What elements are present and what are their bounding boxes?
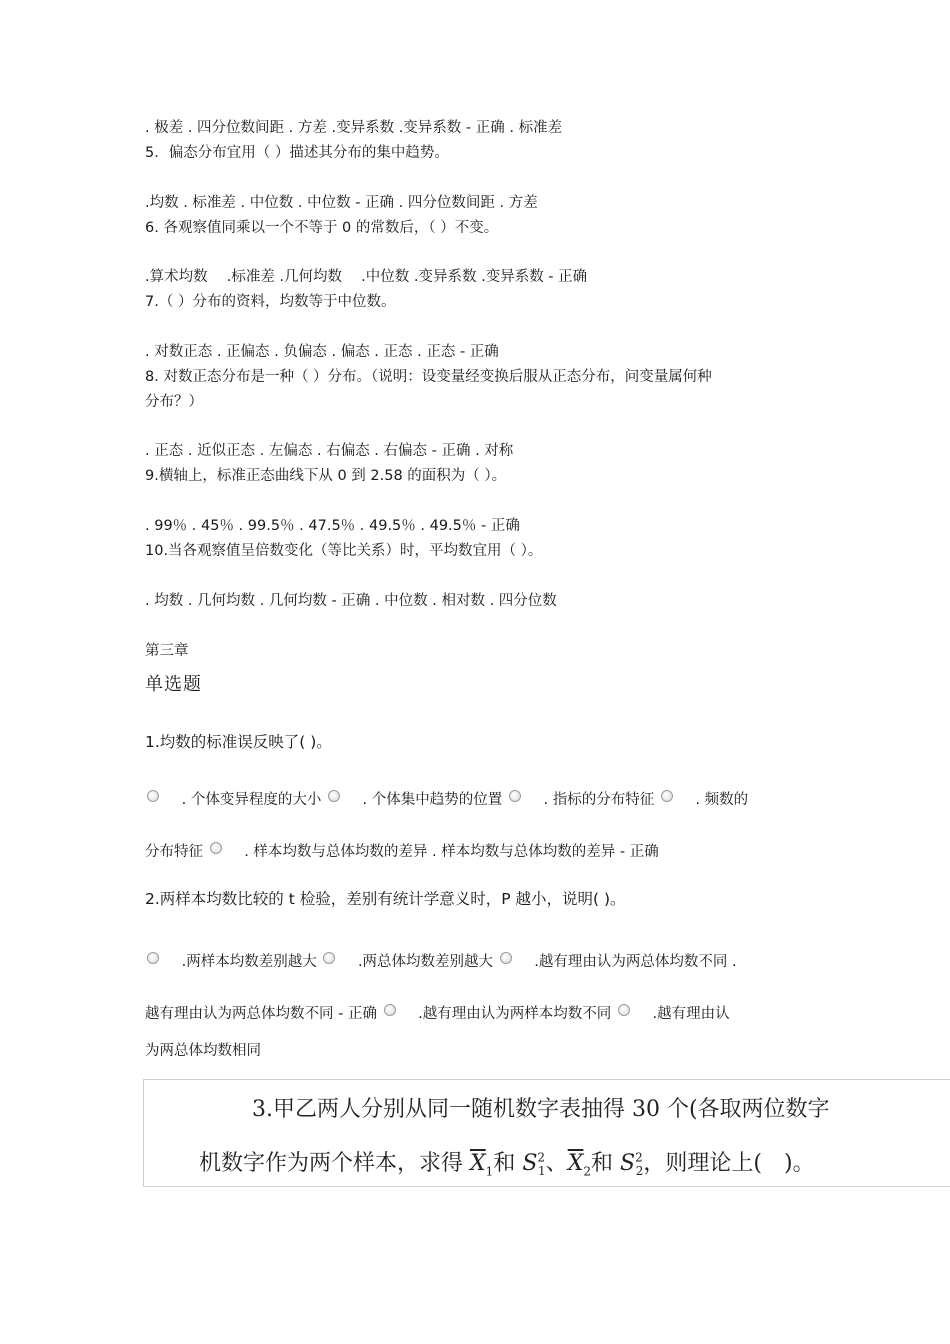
option-label: .越有理由认为两样本均数不同: [418, 1006, 612, 1022]
q5-stem: 5．偏态分布宜用（ ）描述其分布的集中趋势。: [145, 145, 449, 161]
sup-index: 2: [635, 1150, 643, 1165]
option-label: .两总体均数差别越大: [357, 954, 494, 970]
q3-text-end: ，则理论上( )。: [643, 1151, 815, 1176]
q8-stem: 8. 对数正态分布是一种（ ）分布。（说明：设变量经变换后服从正态分布，问变量属何种: [145, 369, 712, 385]
radio-button[interactable]: [210, 842, 222, 854]
radio-button[interactable]: [147, 790, 159, 802]
sub-index: 1: [485, 1164, 494, 1179]
xbar1-symbol: $\overline{X}$: [470, 1151, 486, 1176]
q10-stem: 10.当各观察值呈倍数变化（等比关系）时，平均数宜用（ ）。: [145, 543, 543, 559]
chapter-title: 第三章: [145, 643, 189, 659]
radio-button[interactable]: [323, 952, 335, 964]
question3-image: [143, 1079, 950, 1187]
sub-index: 2: [635, 1164, 644, 1179]
ch3-q1-options-row2: [145, 842, 659, 862]
q7-stem: 7.（ ）分布的资料，均数等于中位数。: [145, 294, 396, 310]
option-label: .越有理由认为两总体均数不同 .: [534, 954, 737, 970]
radio-button[interactable]: [384, 1004, 396, 1016]
q3-image-line1: 3.甲乙两人分别从同一随机数字表抽得 30 个(各取两位数字: [252, 1097, 830, 1122]
q7-options: . 对数正态 . 正偏态 . 负偏态 . 偏态 . 正态 . 正态 - 正确: [145, 344, 499, 360]
option-label: . 个体变异程度的大小: [181, 792, 322, 808]
option-label: . 样本均数与总体均数的差异 . 样本均数与总体均数的差异 - 正确: [244, 844, 659, 860]
q6-options: .算术均数 .标准差 .几何均数 .中位数 .变异系数 .变异系数 - 正确: [145, 269, 588, 285]
ch3-q1-options-row1: [145, 790, 748, 810]
s2-symbol: S: [620, 1151, 636, 1176]
radio-button[interactable]: [509, 790, 521, 802]
s1-symbol: S: [522, 1151, 538, 1176]
radio-button[interactable]: [147, 952, 159, 964]
ch3-q2-options-row1: [145, 952, 737, 972]
separator: 、: [545, 1151, 568, 1176]
and-text: 和: [591, 1151, 620, 1176]
q8-options: . 正态 . 近似正态 . 左偏态 . 右偏态 . 右偏态 - 正确 . 对称: [145, 443, 514, 459]
option-label-cont: 越有理由认为两总体均数不同 - 正确: [145, 1006, 377, 1022]
sub-index: 1: [538, 1164, 546, 1179]
ch3-q2-stem: 2.两样本均数比较的 t 检验，差别有统计学意义时，P 越小，说明( )。: [145, 890, 626, 908]
xbar2-symbol: $\overline{X}$: [567, 1151, 584, 1176]
ch3-q1-stem: 1.均数的标准误反映了( )。: [145, 733, 332, 751]
option-label: .两样本均数差别越大: [181, 954, 317, 970]
section-title: 单选题: [145, 674, 202, 695]
option-label: . 频数的: [695, 792, 749, 808]
q4-options: . 极差 . 四分位数间距 . 方差 .变异系数 .变异系数 - 正确 . 标准差: [145, 120, 563, 136]
ch3-q2-options-row3: 为两总体均数相同: [145, 1043, 261, 1059]
q9-options: . 99％ . 45％ . 99.5％ . 47.5％ . 49.5％ . 49.5％ - 正确: [145, 518, 520, 534]
option-label-cont: 分布特征: [145, 844, 203, 860]
q5-options: .均数 . 标准差 . 中位数 . 中位数 - 正确 . 四分位数间距 . 方差: [145, 195, 538, 211]
option-label: . 个体集中趋势的位置: [362, 792, 503, 808]
q9-stem: 9.横轴上，标准正态曲线下从 0 到 2.58 的面积为（ ）。: [145, 468, 507, 484]
option-label: .越有理由认: [652, 1006, 730, 1022]
radio-button[interactable]: [618, 1004, 630, 1016]
radio-button[interactable]: [328, 790, 340, 802]
and-text: 和: [493, 1151, 523, 1176]
sub-index: 2: [583, 1164, 591, 1179]
option-label: . 指标的分布特征: [543, 792, 655, 808]
radio-button[interactable]: [661, 790, 673, 802]
ch3-q2-options-row2: [145, 1004, 730, 1024]
sup-index: 2: [537, 1150, 546, 1165]
radio-button[interactable]: [500, 952, 512, 964]
q3-text: 机数字作为两个样本，求得: [199, 1151, 470, 1176]
q6-stem: 6. 各观察值同乘以一个不等于 0 的常数后，（ ）不变。: [145, 220, 499, 236]
q3-image-line2: [199, 1146, 815, 1178]
q10-options: . 均数 . 几何均数 . 几何均数 - 正确 . 中位数 . 相对数 . 四分位数: [145, 593, 557, 609]
q8-stem-cont: 分布？）: [145, 394, 203, 410]
